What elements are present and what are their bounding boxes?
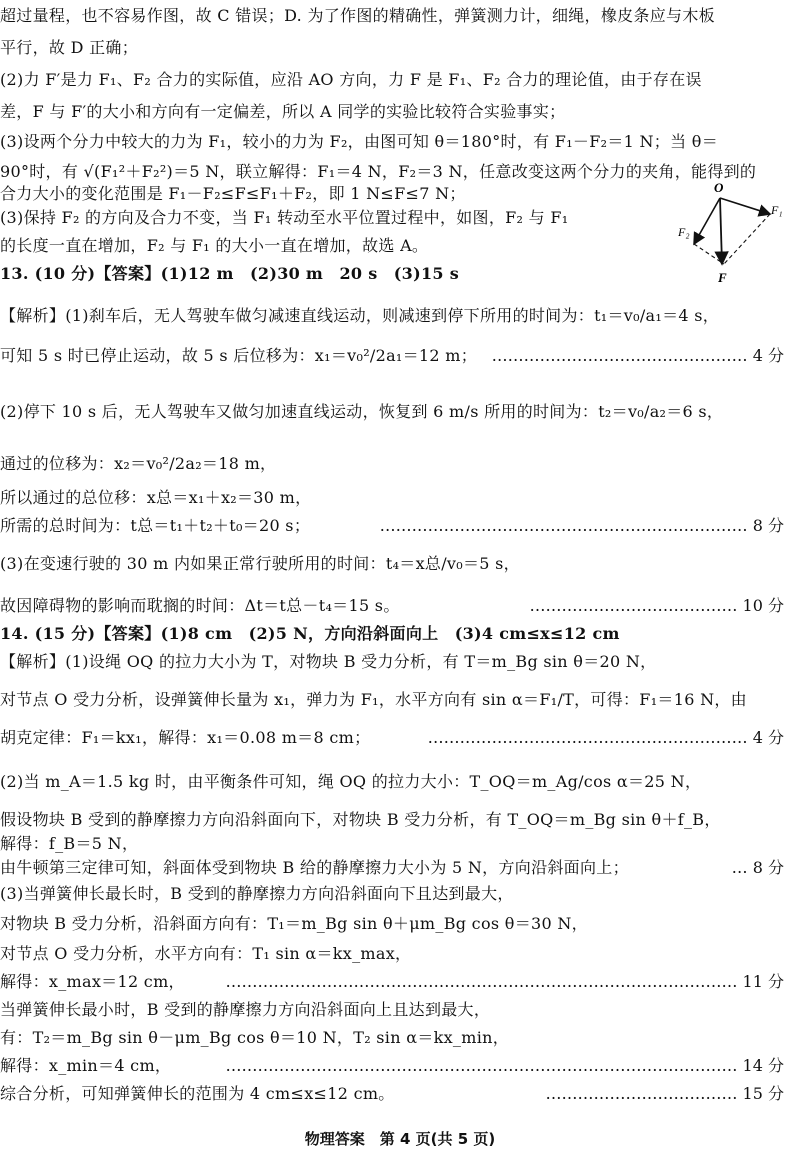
text-line: 解得：f_B＝5 N，	[0, 834, 139, 853]
text-line: 合力大小的变化范围是 F₁－F₂≤F≤F₁＋F₂，即 1 N≤F≤7 N；	[0, 184, 466, 203]
q14-answer: 14. (15 分)【答案】(1)8 cm (2)5 N，方向沿斜面向上 (3)4 cm≤x≤12 cm	[0, 624, 620, 643]
text-line: (3)当弹簧伸长最长时，B 受到的静摩擦力方向沿斜面向下且达到最大，	[0, 884, 514, 903]
dashed-edge	[724, 214, 770, 264]
f2-vector	[694, 198, 720, 244]
text-line: 所以通过的总位移：x总＝x₁＋x₂＝30 m，	[0, 488, 312, 507]
text-line: 差，F 与 F′的大小和方向有一定偏差，所以 A 同学的实验比较符合实验事实；	[0, 102, 566, 121]
text-line: 胡克定律：F₁＝kx₁，解得：x₁＝0.08 m＝8 cm；	[0, 728, 371, 747]
f1-vector	[720, 198, 770, 214]
text-line: 【解析】(1)刹车后，无人驾驶车做匀减速直线运动，则减速到停下所用的时间为：t₁＝v₀/a₁＝4 s，	[0, 306, 720, 325]
text-line: (2)当 m_A＝1.5 kg 时，由平衡条件可知，绳 OQ 的拉力大小：T_OQ＝m_Ag/cos α＝25 N，	[0, 772, 702, 791]
text-line: (3)在变速行驶的 30 m 内如果正常行驶所用的时间：t₄＝x总/v₀＝5 s，	[0, 554, 520, 573]
q13-answer: 13. (10 分)【答案】(1)12 m (2)30 m 20 s (3)15 s	[0, 264, 460, 283]
diagram-label-f1: F₁	[771, 203, 783, 217]
text-line: 通过的位移为：x₂＝v₀²/2a₂＝18 m，	[0, 454, 277, 473]
text-line: 超过量程，也不容易作图，故 C 错误；D. 为了作图的精确性，弹簧测力计，细绳，橡皮条应与木板	[0, 6, 715, 25]
text-line: 对节点 O 受力分析，设弹簧伸长量为 x₁，弹力为 F₁，水平方向有 sin α＝F₁/T，可得：F₁＝16 N，由	[0, 690, 747, 709]
score-q14-3b: …………………………………………………………………………………… 14 分	[225, 1056, 784, 1075]
resultant-vector	[720, 198, 722, 264]
text-line: 解得：x_max＝12 cm，	[0, 972, 185, 991]
text-line: 当弹簧伸长最小时，B 受到的静摩擦力方向沿斜面向上且达到最大，	[0, 1000, 491, 1019]
text-line: 所需的总时间为：t总＝t₁＋t₂＋t₀＝20 s；	[0, 516, 311, 535]
text-line: 故因障碍物的影响而耽搁的时间：Δt＝t总－t₄＝15 s。	[0, 596, 400, 615]
text-line: 可知 5 s 时已停止运动，故 5 s 后位移为：x₁＝v₀²/2a₁＝12 m；	[0, 346, 478, 365]
score-q14-3c: ……………………………… 15 分	[545, 1084, 784, 1103]
text-line: (2)停下 10 s 后，无人驾驶车又做匀加速直线运动，恢复到 6 m/s 所用的时间为：t₂＝v₀/a₂＝6 s，	[0, 402, 724, 421]
text-line: 解得：x_min＝4 cm，	[0, 1056, 172, 1075]
score-q14-2: … 8 分	[731, 858, 784, 877]
text-line: 的长度一直在增加，F₂ 与 F₁ 的大小一直在增加，故选 A。	[0, 236, 429, 255]
dashed-edge	[694, 244, 724, 264]
score-q13-3: ………………………………… 10 分	[529, 596, 784, 615]
diagram-label-o: O	[714, 180, 724, 195]
force-diagram	[672, 176, 792, 288]
text-line: 综合分析，可知弹簧伸长的范围为 4 cm≤x≤12 cm。	[0, 1084, 395, 1103]
score-q14-3a: …………………………………………………………………………………… 11 分	[225, 972, 784, 991]
text-line: 平行，故 D 正确；	[0, 38, 139, 57]
text-line: (2)力 F′是力 F₁、F₂ 合力的实际值，应沿 AO 方向，力 F 是 F₁、F₂ 合力的理论值，由于存在误	[0, 70, 702, 89]
text-line: (3)设两个分力中较大的力为 F₁，较小的力为 F₂，由图可知 θ＝180°时，有 F₁－F₂＝1 N；当 θ＝	[0, 132, 719, 151]
text-line: 90°时，有 √(F₁²＋F₂²)＝5 N，联立解得：F₁＝4 N，F₂＝3 N，任意改变这两个分力的夹角，能得到的	[0, 162, 757, 181]
page-footer: 物理答案 第 4 页(共 5 页)	[304, 1130, 496, 1148]
text-line: 假设物块 B 受到的静摩擦力方向沿斜面向下，对物块 B 受力分析，有 T_OQ＝m_Bg sin θ＋f_B，	[0, 810, 721, 829]
text-line: 对物块 B 受力分析，沿斜面方向有：T₁＝m_Bg sin θ＋μm_Bg cos θ＝30 N，	[0, 914, 588, 933]
text-line: 有：T₂＝m_Bg sin θ－μm_Bg cos θ＝10 N，T₂ sin α＝kx_min，	[0, 1028, 510, 1047]
diagram-label-f: F	[718, 270, 727, 285]
score-q13-1: ………………………………………… 4 分	[491, 346, 784, 365]
text-line: 【解析】(1)设绳 OQ 的拉力大小为 T，对物块 B 受力分析，有 T＝m_Bg sin θ＝20 N，	[0, 652, 657, 671]
text-line: (3)保持 F₂ 的方向及合力不变，当 F₁ 转动至水平位置过程中，如图，F₂ 与 F₁	[0, 208, 569, 227]
text-line: 由牛顿第三定律可知，斜面体受到物块 B 给的静摩擦力大小为 5 N，方向沿斜面向上；	[0, 858, 629, 877]
score-q14-1: …………………………………………………… 4 分	[427, 728, 784, 747]
text-line: 对节点 O 受力分析，水平方向有：T₁ sin α＝kx_max，	[0, 944, 412, 963]
score-q13-2: …………………………………………………………… 8 分	[379, 516, 784, 535]
diagram-label-f2: F₂	[678, 225, 690, 239]
